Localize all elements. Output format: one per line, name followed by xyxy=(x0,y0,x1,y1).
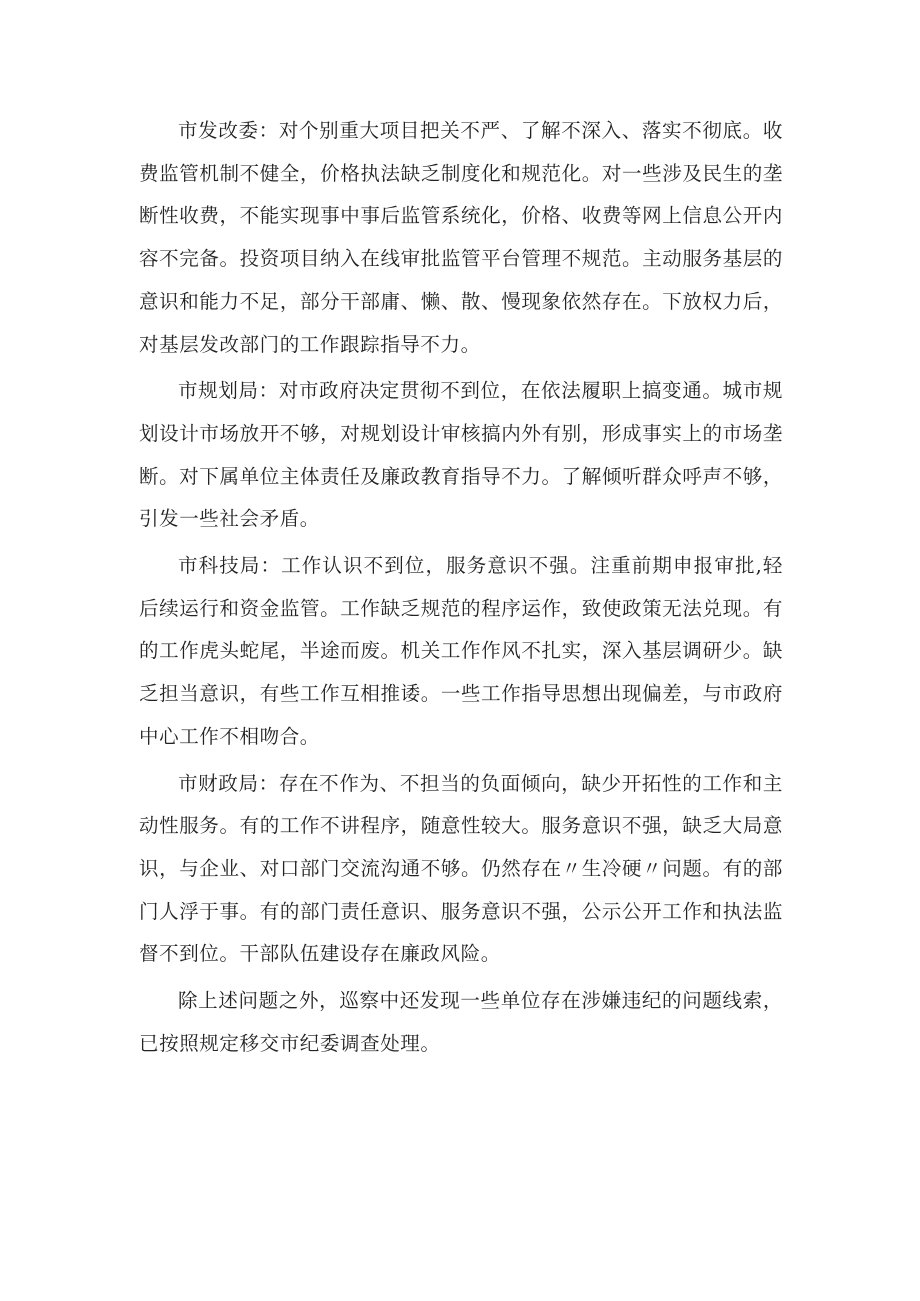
paragraph-planning-bureau: 市规划局：对市政府决定贯彻不到位，在依法履职上搞变通。城市规划设计市场放开不够，对规划设计审核搞内外有别，形成事实上的市场垄断。对下属单位主体责任及廉政教育指导不力。了解倾听群众呼声不够，引发一些社会矛盾。 xyxy=(139,379,783,531)
paragraph-conclusion: 除上述问题之外，巡察中还发现一些单位存在涉嫌违纪的问题线索，已按照规定移交市纪委调查处理。 xyxy=(139,989,783,1055)
paragraph-finance-bureau: 市财政局：存在不作为、不担当的负面倾向，缺少开拓性的工作和主动性服务。有的工作不讲程序，随意性较大。服务意识不强，缺乏大局意识，与企业、对口部门交流沟通不够。仍然存在〃生冷硬〃问题。有的部门人浮于事。有的部门责任意识、服务意识不强，公示公开工作和执法监督不到位。干部队伍建设存在廉政风险。 xyxy=(139,771,783,966)
paragraph-development-reform-commission: 市发改委：对个别重大项目把关不严、了解不深入、落实不彻底。收费监管机制不健全，价格执法缺乏制度化和规范化。对一些涉及民生的垄断性收费，不能实现事中事后监管系统化，价格、收费等网上信息公开内容不完备。投资项目纳入在线审批监管平台管理不规范。主动服务基层的意识和能力不足，部分干部庸、懒、散、慢现象依然存在。下放权力后，对基层发改部门的工作跟踪指导不力。 xyxy=(139,119,783,356)
document-body xyxy=(139,110,783,1069)
paragraph-science-technology-bureau: 市科技局：工作认识不到位，服务意识不强。注重前期申报审批,轻后续运行和资金监管。工作缺乏规范的程序运作，致使政策无法兑现。有的工作虎头蛇尾，半途而废。机关工作作风不扎实，深入基层调研少。缺乏担当意识，有些工作互相推诿。一些工作指导思想出现偏差，与市政府中心工作不相吻合。 xyxy=(139,554,783,748)
